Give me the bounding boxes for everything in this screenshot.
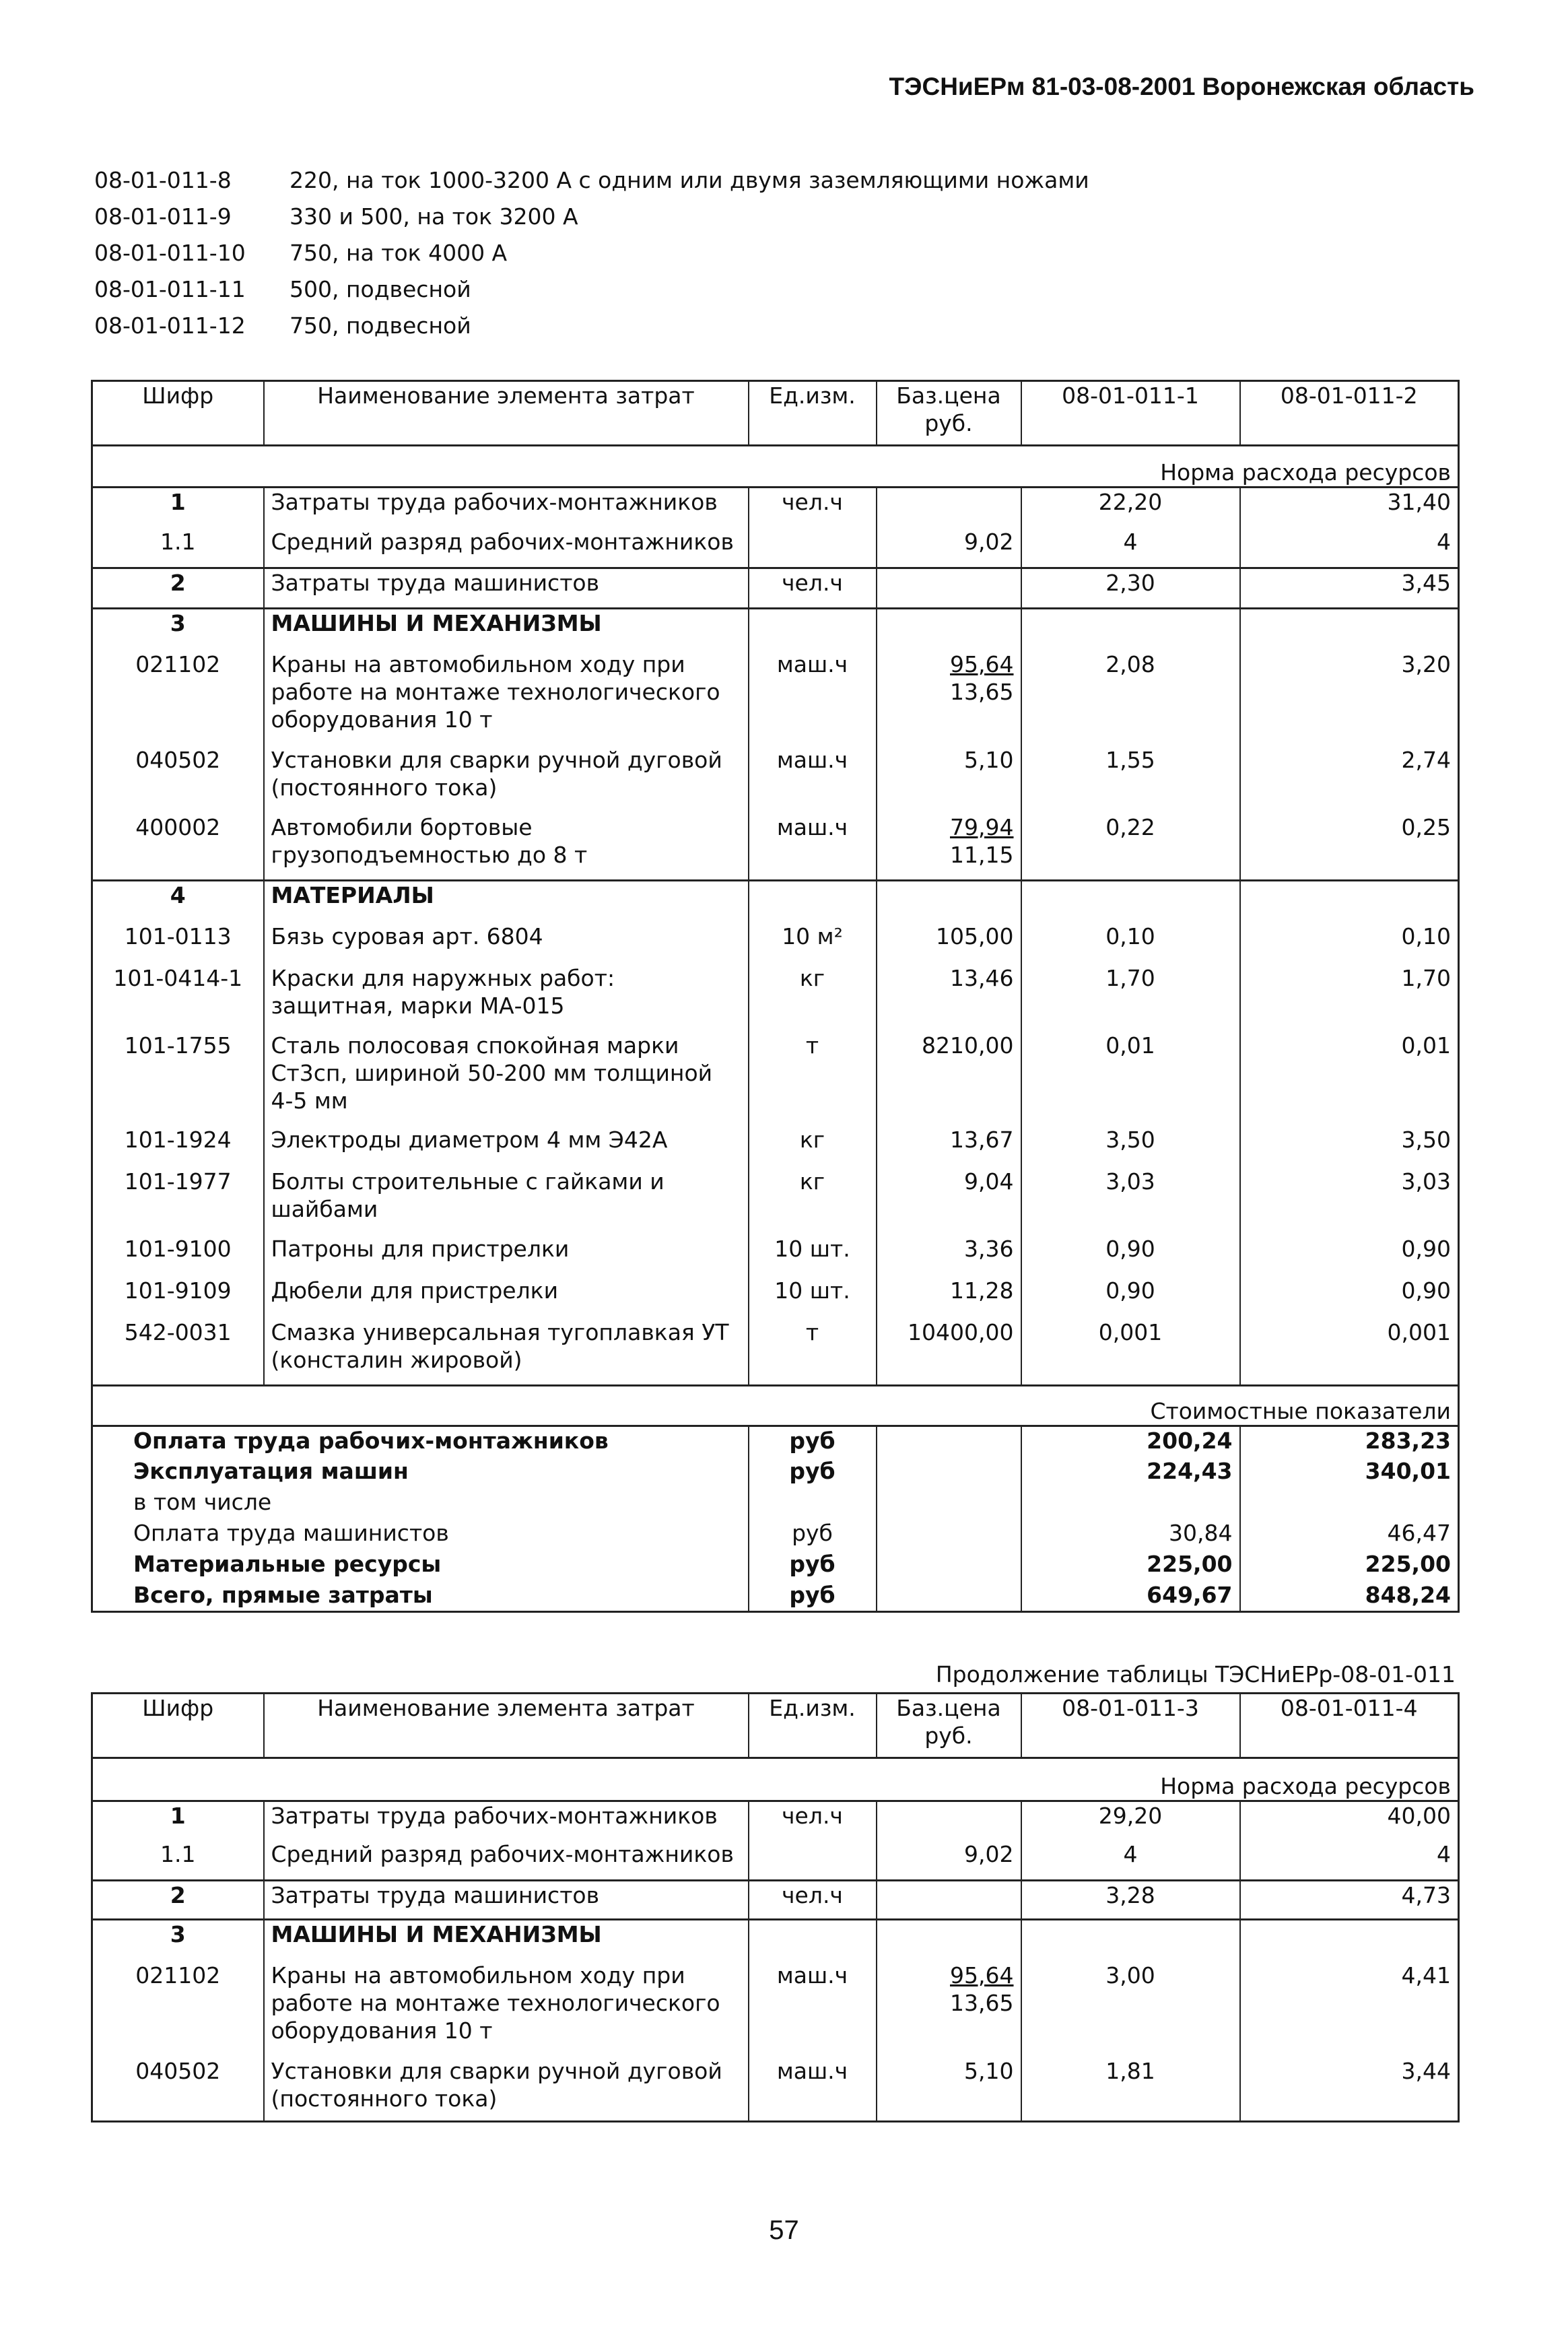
cell-unit: 10 м²	[749, 923, 877, 964]
cell-unit: кг	[749, 964, 877, 1032]
cell-price: 5,10	[877, 2057, 1021, 2122]
cell-value-1: 0,22	[1021, 813, 1240, 881]
cost-label-row	[92, 1386, 1459, 1426]
page-number: 57	[769, 2215, 799, 2245]
table-row	[92, 1962, 1459, 2057]
table-row	[92, 488, 1459, 528]
cell-value-2: 3,45	[1240, 568, 1459, 609]
cost-name: Материальные ресурсы	[92, 1550, 749, 1581]
cell-price	[877, 1801, 1021, 1840]
cost-value-2: 340,01	[1365, 1457, 1451, 1484]
table-row	[92, 1840, 1459, 1881]
cell-cipher: 101-0113	[92, 923, 264, 964]
code-row	[94, 234, 1089, 271]
cell-name: Краски для наружных работ: защитная, марки МА-015	[264, 964, 749, 1032]
cost-value-2: 848,24	[1365, 1581, 1451, 1608]
cost-unit: руб	[749, 1519, 877, 1550]
cell-name: Установки для сварки ручной дуговой (постоянного тока)	[264, 2057, 749, 2122]
cell-unit: маш.ч	[749, 650, 877, 746]
cell-name: Автомобили бортовые грузоподъемностью до 8 т	[264, 813, 749, 881]
cell-price: 10400,00	[877, 1318, 1021, 1386]
cell-unit: чел.ч	[749, 488, 877, 528]
continuation-caption: Продолжение таблицы ТЭСНиЕРр-08-01-011	[935, 1661, 1456, 1687]
code-row	[94, 307, 1089, 343]
cell-cipher: 101-9100	[92, 1235, 264, 1277]
cell-value-1: 1,55	[1021, 746, 1240, 813]
cost-value-1: 225,00	[1021, 1550, 1240, 1581]
cell-name: Затраты труда машинистов	[264, 568, 749, 609]
cell-value-1: 2,30	[1021, 568, 1240, 609]
cost-row	[92, 1488, 1459, 1519]
code-row	[94, 271, 1089, 307]
section-title: МАШИНЫ И МЕХАНИЗМЫ	[264, 1920, 749, 1962]
code-desc: 750, подвесной	[289, 312, 471, 339]
code-list	[94, 162, 1089, 343]
cell-name: Бязь суровая арт. 6804	[264, 923, 749, 964]
table-row	[92, 1126, 1459, 1168]
price-current: 79,94	[950, 813, 1014, 840]
cell-price: 9,02	[877, 528, 1021, 568]
table-row	[92, 1318, 1459, 1386]
cell-value-1: 3,28	[1021, 1881, 1240, 1920]
cost-value-2: 283,23	[1240, 1426, 1459, 1457]
cell-value-1: 4	[1021, 528, 1240, 568]
cell-cipher: 3	[92, 609, 264, 650]
cell-value-2: 0,90	[1401, 1235, 1451, 1262]
cell-price: 9,02	[877, 1840, 1021, 1881]
price-base: 13,65	[950, 678, 1014, 705]
cell-price: 5,10	[877, 746, 1021, 813]
cost-unit: руб	[749, 1457, 877, 1488]
cell-unit: кг	[749, 1168, 877, 1235]
cell-cipher: 2	[92, 1881, 264, 1920]
header-cipher: Шифр	[92, 1694, 264, 1758]
cell-value-1: 0,90	[1021, 1235, 1240, 1277]
cell-unit	[749, 1840, 877, 1881]
table-header-row	[92, 381, 1459, 446]
cell-unit: чел.ч	[749, 1801, 877, 1840]
table-row	[92, 923, 1459, 964]
cost-unit: руб	[749, 1581, 877, 1612]
cost-name: в том числе	[92, 1488, 749, 1519]
cell-price	[877, 1962, 1021, 2057]
norm-label: Норма расхода ресурсов	[92, 446, 1459, 488]
cost-value-2: 46,47	[1387, 1519, 1451, 1546]
cell-value-1: 1,70	[1021, 964, 1240, 1032]
price-current: 95,64	[950, 1962, 1014, 1988]
cell-value-2: 3,44	[1401, 2057, 1451, 2084]
cell-cipher: 3	[92, 1920, 264, 1962]
cell-name: Смазка универсальная тугоплавкая УТ (консталин жировой)	[264, 1318, 749, 1386]
cell-unit: маш.ч	[749, 2057, 877, 2122]
code: 08-01-011-9	[94, 203, 232, 230]
cell-value-1: 29,20	[1021, 1801, 1240, 1840]
cell-unit: 10 шт.	[749, 1277, 877, 1318]
header-unit: Ед.изм.	[749, 381, 877, 446]
cost-row	[92, 1581, 1459, 1612]
cell-value-1: 0,90	[1021, 1277, 1240, 1318]
cell-value-2: 4,73	[1240, 1881, 1459, 1920]
price-base: 11,15	[950, 841, 1014, 868]
cell-value-2: 4,41	[1401, 1962, 1451, 1988]
cell-price	[877, 568, 1021, 609]
cell-cipher: 1	[92, 1801, 264, 1840]
cell-name: Затраты труда рабочих-монтажников	[264, 488, 749, 528]
cell-cipher: 101-1924	[92, 1126, 264, 1168]
cell-price: 3,36	[877, 1235, 1021, 1277]
page-header: ТЭСНиЕРм 81-03-08-2001 Воронежская область	[889, 73, 1474, 100]
cell-unit: т	[749, 1318, 877, 1386]
table-row	[92, 2057, 1459, 2122]
cell-name: Дюбели для пристрелки	[264, 1277, 749, 1318]
table-row	[92, 568, 1459, 609]
header-col2: 08-01-011-2	[1280, 382, 1418, 409]
table-row	[92, 1277, 1459, 1318]
cost-row	[92, 1426, 1459, 1457]
code-desc: 330 и 500, на ток 3200 А	[289, 203, 578, 230]
cell-value-2: 31,40	[1240, 488, 1459, 528]
section-row	[92, 609, 1459, 650]
cell-value-2: 2,74	[1401, 746, 1451, 773]
cost-value-1: 649,67	[1021, 1581, 1240, 1612]
header-price: Баз.цена руб.	[877, 381, 1021, 446]
cell-unit: 10 шт.	[749, 1235, 877, 1277]
cell-unit: маш.ч	[749, 813, 877, 881]
cell-name: Электроды диаметром 4 мм Э42А	[264, 1126, 749, 1168]
cell-name: Установки для сварки ручной дуговой (постоянного тока)	[264, 746, 749, 813]
code-desc: 500, подвесной	[289, 275, 471, 302]
cell-cipher: 1.1	[92, 1840, 264, 1881]
table-row	[92, 964, 1459, 1032]
cell-price: 13,67	[877, 1126, 1021, 1168]
code-desc: 220, на ток 1000-3200 А с одним или двумя заземляющими ножами	[289, 166, 1089, 193]
cell-name: Патроны для пристрелки	[264, 1235, 749, 1277]
cell-value-2: 0,001	[1387, 1318, 1451, 1345]
cell-value-1: 1,81	[1021, 2057, 1240, 2122]
cell-price: 9,04	[877, 1168, 1021, 1235]
cell-value-2: 40,00	[1240, 1801, 1459, 1840]
table-row	[92, 1235, 1459, 1277]
cell-unit: чел.ч	[749, 568, 877, 609]
cell-unit: чел.ч	[749, 1881, 877, 1920]
cell-value-1: 4	[1021, 1840, 1240, 1881]
section-row	[92, 881, 1459, 923]
cell-value-1: 0,001	[1021, 1318, 1240, 1386]
cell-cipher: 021102	[92, 1962, 264, 2057]
section-row	[92, 1920, 1459, 1962]
cost-value-2: 225,00	[1365, 1550, 1451, 1577]
cost-value-1: 30,84	[1021, 1519, 1240, 1550]
table-row	[92, 1032, 1459, 1126]
cell-cipher: 1.1	[92, 528, 264, 568]
price-base: 13,65	[950, 1989, 1014, 2016]
cell-value-2: 0,25	[1401, 813, 1451, 840]
cell-name: Сталь полосовая спокойная марки Ст3сп, шириной 50-200 мм толщиной 4-5 мм	[264, 1032, 749, 1126]
cell-value-1: 0,10	[1021, 923, 1240, 964]
cell-price	[877, 1881, 1021, 1920]
cell-price: 11,28	[877, 1277, 1021, 1318]
cell-price: 8210,00	[877, 1032, 1021, 1126]
cost-row	[92, 1550, 1459, 1581]
section-title: МАШИНЫ И МЕХАНИЗМЫ	[264, 609, 749, 650]
cell-cipher: 101-9109	[92, 1277, 264, 1318]
cell-cipher: 2	[92, 568, 264, 609]
code-row	[94, 198, 1089, 234]
cost-name: Оплата труда машинистов	[92, 1519, 749, 1550]
code: 08-01-011-11	[94, 275, 246, 302]
cell-name: Болты строительные с гайками и шайбами	[264, 1168, 749, 1235]
table-row	[92, 528, 1459, 568]
cell-unit	[749, 528, 877, 568]
cell-price: 105,00	[877, 923, 1021, 964]
cell-value-1: 0,01	[1021, 1032, 1240, 1126]
norm-label-row	[92, 1758, 1459, 1801]
table-row	[92, 1801, 1459, 1840]
cell-value-2: 0,10	[1401, 923, 1451, 949]
cell-value-2: 3,03	[1401, 1168, 1451, 1195]
cell-cipher: 4	[92, 881, 264, 923]
norm-label-row	[92, 446, 1459, 488]
cell-unit: кг	[749, 1126, 877, 1168]
resource-table-1	[91, 380, 1460, 1613]
header-col2: 08-01-011-4	[1280, 1695, 1418, 1721]
cell-unit: маш.ч	[749, 1962, 877, 2057]
cell-name: Средний разряд рабочих-монтажников	[264, 528, 749, 568]
cell-value-2: 4	[1437, 528, 1451, 555]
header-name: Наименование элемента затрат	[264, 1694, 749, 1758]
cell-unit: маш.ч	[749, 746, 877, 813]
cell-value-1: 3,03	[1021, 1168, 1240, 1235]
cell-cipher: 1	[92, 488, 264, 528]
cost-value-1: 224,43	[1021, 1457, 1240, 1488]
cell-name: Затраты труда машинистов	[264, 1881, 749, 1920]
cell-name: Затраты труда рабочих-монтажников	[264, 1801, 749, 1840]
cost-name: Всего, прямые затраты	[92, 1581, 749, 1612]
cell-name: Краны на автомобильном ходу при работе на монтаже технологического оборудования 10 т	[264, 650, 749, 746]
cell-price	[877, 488, 1021, 528]
cell-cipher: 040502	[92, 746, 264, 813]
header-col1: 08-01-011-3	[1021, 1694, 1240, 1758]
cell-price	[877, 813, 1021, 881]
code: 08-01-011-10	[94, 239, 246, 266]
resource-table-2	[91, 1692, 1460, 2122]
cost-name: Оплата труда рабочих-монтажников	[92, 1426, 749, 1457]
table-header-row	[92, 1694, 1459, 1758]
cost-value-1: 200,24	[1021, 1426, 1240, 1457]
section-title: МАТЕРИАЛЫ	[264, 881, 749, 923]
cell-name: Средний разряд рабочих-монтажников	[264, 1840, 749, 1881]
header-price: Баз.цена руб.	[877, 1694, 1021, 1758]
cell-value-2: 4	[1437, 1840, 1451, 1867]
table-row	[92, 813, 1459, 881]
header-unit: Ед.изм.	[749, 1694, 877, 1758]
cell-cipher: 101-1755	[92, 1032, 264, 1126]
cost-unit: руб	[749, 1426, 877, 1457]
cell-value-2: 0,01	[1401, 1032, 1451, 1059]
cell-value-1: 3,50	[1021, 1126, 1240, 1168]
cell-cipher: 040502	[92, 2057, 264, 2122]
cell-price: 13,46	[877, 964, 1021, 1032]
price-current: 95,64	[950, 650, 1014, 677]
cell-value-2: 1,70	[1401, 964, 1451, 991]
header-cipher: Шифр	[92, 381, 264, 446]
cost-row	[92, 1457, 1459, 1488]
cell-price	[877, 650, 1021, 746]
cell-value-1: 3,00	[1021, 1962, 1240, 2057]
norm-label: Норма расхода ресурсов	[92, 1758, 1459, 1801]
table-row	[92, 1168, 1459, 1235]
code-row	[94, 162, 1089, 198]
cost-unit: руб	[749, 1550, 877, 1581]
table-row	[92, 746, 1459, 813]
cell-name: Краны на автомобильном ходу при работе на монтаже технологического оборудования 10 т	[264, 1962, 749, 2057]
cell-unit: т	[749, 1032, 877, 1126]
table-row	[92, 650, 1459, 746]
cost-label: Стоимостные показатели	[92, 1386, 1459, 1426]
cell-cipher: 101-1977	[92, 1168, 264, 1235]
code: 08-01-011-8	[94, 166, 232, 193]
cell-value-2: 3,50	[1401, 1126, 1451, 1153]
header-col1: 08-01-011-1	[1021, 381, 1240, 446]
code: 08-01-011-12	[94, 312, 246, 339]
code-desc: 750, на ток 4000 А	[289, 239, 508, 266]
table-row	[92, 1881, 1459, 1920]
cost-row	[92, 1519, 1459, 1550]
cell-value-1: 2,08	[1021, 650, 1240, 746]
cell-value-2: 0,90	[1401, 1277, 1451, 1304]
cell-value-2: 3,20	[1401, 650, 1451, 677]
cell-cipher: 101-0414-1	[92, 964, 264, 1032]
cell-cipher: 021102	[92, 650, 264, 746]
cell-cipher: 400002	[92, 813, 264, 881]
header-name: Наименование элемента затрат	[264, 381, 749, 446]
cost-name: Эксплуатация машин	[92, 1457, 749, 1488]
cell-value-1: 22,20	[1021, 488, 1240, 528]
cell-cipher: 542-0031	[92, 1318, 264, 1386]
